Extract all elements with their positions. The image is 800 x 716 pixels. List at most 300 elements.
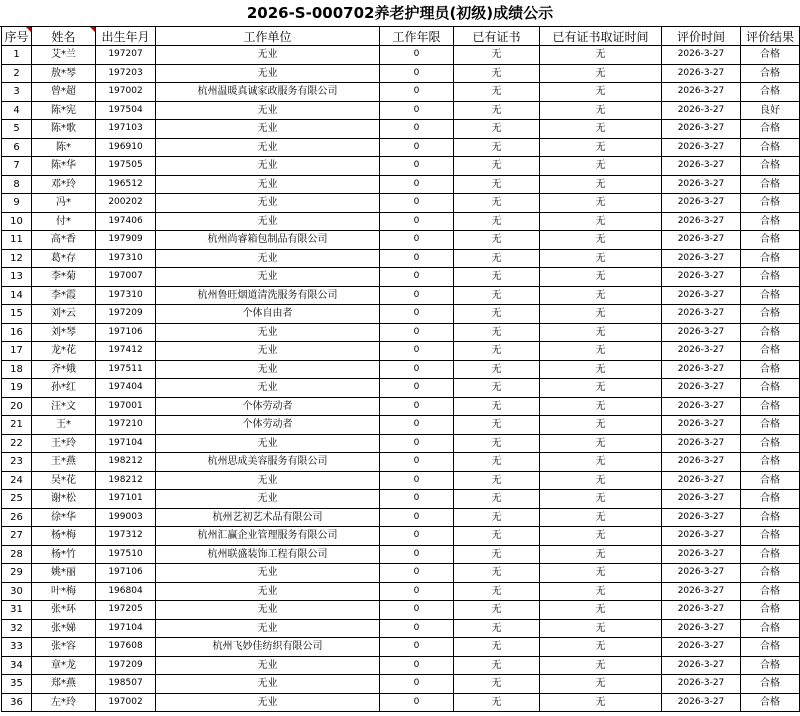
cell-eval-date: 2026-3-27 [662, 46, 741, 65]
cell-name: 郑*燕 [32, 675, 96, 694]
table-row [2, 397, 800, 416]
table-row [2, 249, 800, 268]
cell-index: 33 [2, 638, 32, 657]
cell-cert-date: 无 [540, 453, 662, 472]
cell-certificate: 无 [454, 342, 540, 361]
cell-birth: 198212 [96, 471, 156, 490]
cell-years: 0 [380, 397, 454, 416]
cell-eval-date: 2026-3-27 [662, 471, 741, 490]
cell-certificate: 无 [454, 619, 540, 638]
cell-birth: 196512 [96, 175, 156, 194]
cell-cert-date: 无 [540, 64, 662, 83]
cell-certificate: 无 [454, 527, 540, 546]
cell-employer: 杭州尚睿箱包制品有限公司 [156, 231, 380, 250]
cell-cert-date: 无 [540, 46, 662, 65]
cell-eval-date: 2026-3-27 [662, 249, 741, 268]
cell-eval-date: 2026-3-27 [662, 101, 741, 120]
cell-certificate: 无 [454, 416, 540, 435]
cell-employer: 杭州思成美容服务有限公司 [156, 453, 380, 472]
cell-result: 合格 [741, 342, 800, 361]
cell-years: 0 [380, 175, 454, 194]
cell-employer: 杭州温暖真诚家政服务有限公司 [156, 83, 380, 102]
cell-cert-date: 无 [540, 342, 662, 361]
cell-index: 7 [2, 157, 32, 176]
table-row [2, 379, 800, 398]
cell-birth: 197209 [96, 656, 156, 675]
cell-cert-date: 无 [540, 601, 662, 620]
cell-result: 合格 [741, 323, 800, 342]
cell-cert-date: 无 [540, 508, 662, 527]
cell-certificate: 无 [454, 434, 540, 453]
cell-birth: 199003 [96, 508, 156, 527]
cell-result: 合格 [741, 379, 800, 398]
cell-employer: 无业 [156, 342, 380, 361]
cell-certificate: 无 [454, 138, 540, 157]
cell-years: 0 [380, 360, 454, 379]
cell-index: 15 [2, 305, 32, 324]
cell-employer: 无业 [156, 601, 380, 620]
table-row [2, 268, 800, 287]
table-row [2, 305, 800, 324]
cell-birth: 197207 [96, 46, 156, 65]
cell-employer: 个体劳动者 [156, 416, 380, 435]
cell-cert-date: 无 [540, 416, 662, 435]
header-name: 姓名 [32, 27, 96, 46]
cell-birth: 197103 [96, 120, 156, 139]
cell-index: 5 [2, 120, 32, 139]
cell-name: 艾*兰 [32, 46, 96, 65]
cell-index: 21 [2, 416, 32, 435]
cell-birth: 197406 [96, 212, 156, 231]
cell-eval-date: 2026-3-27 [662, 675, 741, 694]
cell-eval-date: 2026-3-27 [662, 286, 741, 305]
cell-employer: 无业 [156, 101, 380, 120]
cell-name: 冯* [32, 194, 96, 213]
cell-years: 0 [380, 268, 454, 287]
cell-result: 合格 [741, 64, 800, 83]
cell-certificate: 无 [454, 64, 540, 83]
table-row [2, 453, 800, 472]
cell-index: 10 [2, 212, 32, 231]
cell-birth: 196804 [96, 582, 156, 601]
cell-employer: 无业 [156, 471, 380, 490]
cell-certificate: 无 [454, 231, 540, 250]
cell-result: 合格 [741, 212, 800, 231]
cell-certificate: 无 [454, 508, 540, 527]
cell-eval-date: 2026-3-27 [662, 231, 741, 250]
cell-eval-date: 2026-3-27 [662, 434, 741, 453]
cell-cert-date: 无 [540, 249, 662, 268]
table-row [2, 231, 800, 250]
cell-index: 34 [2, 656, 32, 675]
table-row [2, 638, 800, 657]
cell-employer: 杭州飞妙佳纺织有限公司 [156, 638, 380, 657]
cell-eval-date: 2026-3-27 [662, 268, 741, 287]
cell-index: 14 [2, 286, 32, 305]
cell-cert-date: 无 [540, 120, 662, 139]
cell-index: 28 [2, 545, 32, 564]
cell-certificate: 无 [454, 601, 540, 620]
cell-employer: 无业 [156, 675, 380, 694]
cell-index: 27 [2, 527, 32, 546]
cell-cert-date: 无 [540, 83, 662, 102]
cell-cert-date: 无 [540, 157, 662, 176]
cell-years: 0 [380, 508, 454, 527]
cell-certificate: 无 [454, 582, 540, 601]
cell-years: 0 [380, 64, 454, 83]
cell-cert-date: 无 [540, 305, 662, 324]
cell-years: 0 [380, 138, 454, 157]
cell-index: 25 [2, 490, 32, 509]
cell-cert-date: 无 [540, 675, 662, 694]
cell-cert-date: 无 [540, 656, 662, 675]
cell-eval-date: 2026-3-27 [662, 564, 741, 583]
cell-result: 合格 [741, 360, 800, 379]
cell-years: 0 [380, 416, 454, 435]
cell-result: 合格 [741, 490, 800, 509]
cell-cert-date: 无 [540, 286, 662, 305]
table-row [2, 101, 800, 120]
cell-index: 35 [2, 675, 32, 694]
cell-years: 0 [380, 453, 454, 472]
cell-index: 24 [2, 471, 32, 490]
cell-cert-date: 无 [540, 175, 662, 194]
cell-eval-date: 2026-3-27 [662, 360, 741, 379]
cell-index: 8 [2, 175, 32, 194]
cell-name: 张*环 [32, 601, 96, 620]
cell-employer: 无业 [156, 693, 380, 712]
cell-employer: 无业 [156, 212, 380, 231]
cell-name: 孙*红 [32, 379, 96, 398]
cell-employer: 杭州汇赢企业管理服务有限公司 [156, 527, 380, 546]
cell-years: 0 [380, 157, 454, 176]
cell-eval-date: 2026-3-27 [662, 656, 741, 675]
cell-name: 张*容 [32, 638, 96, 657]
table-row [2, 120, 800, 139]
cell-result: 合格 [741, 138, 800, 157]
cell-certificate: 无 [454, 249, 540, 268]
cell-name: 齐*娥 [32, 360, 96, 379]
cell-eval-date: 2026-3-27 [662, 693, 741, 712]
cell-index: 19 [2, 379, 32, 398]
cell-eval-date: 2026-3-27 [662, 490, 741, 509]
cell-birth: 197404 [96, 379, 156, 398]
cell-eval-date: 2026-3-27 [662, 175, 741, 194]
cell-cert-date: 无 [540, 212, 662, 231]
cell-index: 3 [2, 83, 32, 102]
cell-result: 合格 [741, 527, 800, 546]
cell-years: 0 [380, 231, 454, 250]
table-row [2, 323, 800, 342]
header-eval-date: 评价时间 [662, 27, 741, 46]
cell-result: 合格 [741, 175, 800, 194]
cell-years: 0 [380, 323, 454, 342]
cell-eval-date: 2026-3-27 [662, 397, 741, 416]
cell-employer: 无业 [156, 379, 380, 398]
cell-years: 0 [380, 212, 454, 231]
cell-result: 合格 [741, 120, 800, 139]
cell-name: 刘*云 [32, 305, 96, 324]
cell-birth: 197511 [96, 360, 156, 379]
cell-index: 12 [2, 249, 32, 268]
cell-result: 合格 [741, 656, 800, 675]
cell-name: 王*燕 [32, 453, 96, 472]
cell-result: 合格 [741, 471, 800, 490]
cell-birth: 198212 [96, 453, 156, 472]
cell-name: 杨*梅 [32, 527, 96, 546]
header-result: 评价结果 [741, 27, 800, 46]
cell-cert-date: 无 [540, 101, 662, 120]
cell-certificate: 无 [454, 490, 540, 509]
cell-name: 章*龙 [32, 656, 96, 675]
cell-name: 邓*玲 [32, 175, 96, 194]
cell-birth: 197504 [96, 101, 156, 120]
cell-certificate: 无 [454, 675, 540, 694]
cell-result: 合格 [741, 693, 800, 712]
cell-result: 合格 [741, 286, 800, 305]
cell-employer: 无业 [156, 249, 380, 268]
cell-result: 合格 [741, 601, 800, 620]
cell-result: 合格 [741, 508, 800, 527]
cell-eval-date: 2026-3-27 [662, 83, 741, 102]
cell-certificate: 无 [454, 360, 540, 379]
cell-cert-date: 无 [540, 397, 662, 416]
cell-eval-date: 2026-3-27 [662, 416, 741, 435]
cell-years: 0 [380, 83, 454, 102]
table-row [2, 416, 800, 435]
cell-years: 0 [380, 305, 454, 324]
cell-result: 合格 [741, 231, 800, 250]
cell-index: 4 [2, 101, 32, 120]
cell-certificate: 无 [454, 286, 540, 305]
cell-cert-date: 无 [540, 545, 662, 564]
cell-eval-date: 2026-3-27 [662, 138, 741, 157]
cell-years: 0 [380, 693, 454, 712]
cell-cert-date: 无 [540, 194, 662, 213]
cell-eval-date: 2026-3-27 [662, 323, 741, 342]
cell-birth: 197505 [96, 157, 156, 176]
cell-result: 合格 [741, 453, 800, 472]
cell-certificate: 无 [454, 453, 540, 472]
cell-index: 29 [2, 564, 32, 583]
cell-result: 合格 [741, 638, 800, 657]
cell-certificate: 无 [454, 545, 540, 564]
cell-cert-date: 无 [540, 564, 662, 583]
table-row [2, 508, 800, 527]
cell-certificate: 无 [454, 693, 540, 712]
cell-cert-date: 无 [540, 693, 662, 712]
cell-certificate: 无 [454, 656, 540, 675]
cell-birth: 197909 [96, 231, 156, 250]
cell-result: 合格 [741, 564, 800, 583]
cell-result: 合格 [741, 434, 800, 453]
header-certificate: 已有证书 [454, 27, 540, 46]
cell-index: 9 [2, 194, 32, 213]
cell-employer: 无业 [156, 323, 380, 342]
cell-certificate: 无 [454, 194, 540, 213]
cell-birth: 197002 [96, 83, 156, 102]
cell-certificate: 无 [454, 175, 540, 194]
cell-cert-date: 无 [540, 360, 662, 379]
cell-result: 合格 [741, 582, 800, 601]
header-employer: 工作单位 [156, 27, 380, 46]
cell-birth: 197203 [96, 64, 156, 83]
cell-index: 16 [2, 323, 32, 342]
cell-years: 0 [380, 582, 454, 601]
cell-birth: 197209 [96, 305, 156, 324]
cell-employer: 无业 [156, 157, 380, 176]
table-row [2, 175, 800, 194]
cell-result: 良好 [741, 101, 800, 120]
cell-certificate: 无 [454, 120, 540, 139]
table-row [2, 564, 800, 583]
cell-birth: 197608 [96, 638, 156, 657]
table-row [2, 675, 800, 694]
cell-years: 0 [380, 564, 454, 583]
cell-birth: 197104 [96, 434, 156, 453]
cell-birth: 197510 [96, 545, 156, 564]
cell-eval-date: 2026-3-27 [662, 379, 741, 398]
cell-cert-date: 无 [540, 582, 662, 601]
cell-employer: 无业 [156, 619, 380, 638]
cell-index: 22 [2, 434, 32, 453]
cell-years: 0 [380, 490, 454, 509]
cell-name: 谢*松 [32, 490, 96, 509]
cell-years: 0 [380, 675, 454, 694]
table-row [2, 194, 800, 213]
cell-name: 王* [32, 416, 96, 435]
table-row [2, 83, 800, 102]
cell-birth: 200202 [96, 194, 156, 213]
cell-result: 合格 [741, 157, 800, 176]
cell-years: 0 [380, 601, 454, 620]
cell-employer: 个体自由者 [156, 305, 380, 324]
cell-name: 葛*存 [32, 249, 96, 268]
cell-eval-date: 2026-3-27 [662, 453, 741, 472]
table-row [2, 46, 800, 65]
cell-years: 0 [380, 527, 454, 546]
table-row [2, 157, 800, 176]
cell-index: 18 [2, 360, 32, 379]
cell-certificate: 无 [454, 397, 540, 416]
cell-cert-date: 无 [540, 471, 662, 490]
cell-eval-date: 2026-3-27 [662, 601, 741, 620]
cell-certificate: 无 [454, 471, 540, 490]
cell-certificate: 无 [454, 323, 540, 342]
cell-name: 陈*宪 [32, 101, 96, 120]
cell-result: 合格 [741, 416, 800, 435]
cell-name: 陈*歌 [32, 120, 96, 139]
cell-birth: 197002 [96, 693, 156, 712]
cell-birth: 198507 [96, 675, 156, 694]
cell-years: 0 [380, 471, 454, 490]
cell-index: 32 [2, 619, 32, 638]
cell-name: 左*玲 [32, 693, 96, 712]
cell-result: 合格 [741, 675, 800, 694]
table-row [2, 656, 800, 675]
cell-years: 0 [380, 619, 454, 638]
results-table [1, 27, 800, 712]
cell-name: 叶*梅 [32, 582, 96, 601]
cell-name: 陈* [32, 138, 96, 157]
cell-eval-date: 2026-3-27 [662, 527, 741, 546]
cell-result: 合格 [741, 305, 800, 324]
header-index: 序号 [2, 27, 32, 46]
cell-name: 李*霞 [32, 286, 96, 305]
table-row [2, 619, 800, 638]
cell-eval-date: 2026-3-27 [662, 120, 741, 139]
cell-name: 刘*琴 [32, 323, 96, 342]
cell-cert-date: 无 [540, 527, 662, 546]
cell-name: 杨*竹 [32, 545, 96, 564]
cell-name: 徐*华 [32, 508, 96, 527]
cell-birth: 197001 [96, 397, 156, 416]
cell-eval-date: 2026-3-27 [662, 582, 741, 601]
cell-index: 23 [2, 453, 32, 472]
table-row [2, 434, 800, 453]
table-row [2, 471, 800, 490]
cell-name: 吴*花 [32, 471, 96, 490]
cell-cert-date: 无 [540, 434, 662, 453]
cell-employer: 无业 [156, 434, 380, 453]
cell-name: 张*娣 [32, 619, 96, 638]
cell-certificate: 无 [454, 157, 540, 176]
table-row [2, 286, 800, 305]
cell-result: 合格 [741, 249, 800, 268]
cell-index: 1 [2, 46, 32, 65]
cell-result: 合格 [741, 619, 800, 638]
cell-years: 0 [380, 379, 454, 398]
cell-birth: 197007 [96, 268, 156, 287]
table-row [2, 138, 800, 157]
table-row [2, 342, 800, 361]
cell-name: 李*菊 [32, 268, 96, 287]
cell-name: 敖*琴 [32, 64, 96, 83]
cell-eval-date: 2026-3-27 [662, 212, 741, 231]
cell-name: 王*玲 [32, 434, 96, 453]
cell-certificate: 无 [454, 305, 540, 324]
cell-result: 合格 [741, 46, 800, 65]
cell-index: 26 [2, 508, 32, 527]
cell-years: 0 [380, 656, 454, 675]
cell-index: 30 [2, 582, 32, 601]
cell-name: 陈*华 [32, 157, 96, 176]
table-row [2, 582, 800, 601]
cell-birth: 197412 [96, 342, 156, 361]
cell-employer: 杭州联盛装饰工程有限公司 [156, 545, 380, 564]
cell-birth: 197312 [96, 527, 156, 546]
cell-employer: 无业 [156, 120, 380, 139]
cell-eval-date: 2026-3-27 [662, 157, 741, 176]
cell-eval-date: 2026-3-27 [662, 194, 741, 213]
cell-years: 0 [380, 101, 454, 120]
cell-certificate: 无 [454, 212, 540, 231]
cell-name: 姚*丽 [32, 564, 96, 583]
cell-years: 0 [380, 545, 454, 564]
cell-eval-date: 2026-3-27 [662, 342, 741, 361]
cell-certificate: 无 [454, 101, 540, 120]
cell-result: 合格 [741, 545, 800, 564]
cell-employer: 无业 [156, 175, 380, 194]
cell-cert-date: 无 [540, 323, 662, 342]
table-row [2, 545, 800, 564]
cell-birth: 197106 [96, 323, 156, 342]
cell-employer: 无业 [156, 564, 380, 583]
cell-name: 汪*文 [32, 397, 96, 416]
cell-birth: 197310 [96, 249, 156, 268]
cell-employer: 无业 [156, 64, 380, 83]
cell-cert-date: 无 [540, 268, 662, 287]
